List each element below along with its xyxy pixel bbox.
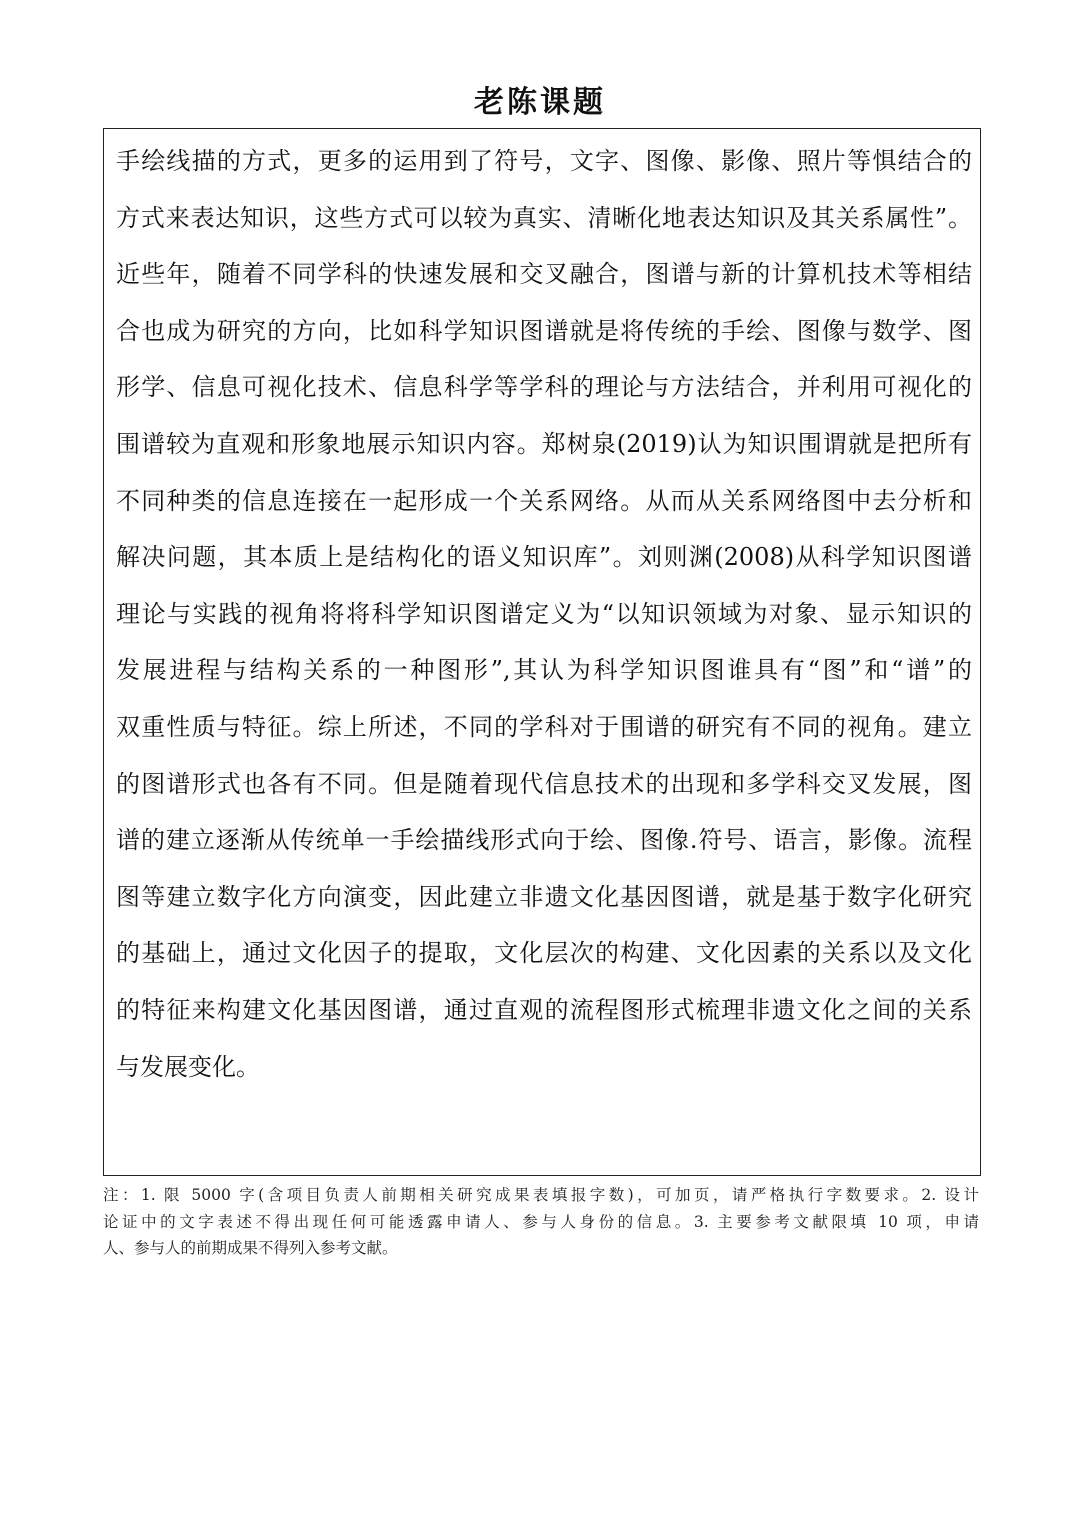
body-line: 围谱较为直观和形象地展示知识内容。郑树泉(2019)认为知识围谓就是把所有 — [116, 429, 972, 458]
body-line: 发展进程与结构关系的一种图形”,其认为科学知识图谁具有“图”和“谱”的 — [116, 656, 972, 685]
body-line: 形学、信息可视化技术、信息科学等学科的理论与方法结合，并利用可视化的 — [116, 373, 972, 402]
body-line: 双重性质与特征。综上所述，不同的学科对于围谱的研究有不同的视角。建立 — [116, 712, 972, 741]
body-line: 方式来表达知识，这些方式可以较为真实、清晰化地表达知识及其关系属性”。 — [116, 203, 972, 232]
footnote-line: 论证中的文字表述不得出现任何可能透露申请人、参与人身份的信息。3. 主要参考文献限填 10 项，申请 — [103, 1212, 979, 1231]
footnote-line: 注：1. 限 5000 字(含项目负责人前期相关研究成果表填报字数)，可加页，请严格执行字数要求。2. 设计 — [103, 1186, 979, 1204]
body-line: 与发展变化。 — [116, 1052, 260, 1081]
body-line: 的基础上，通过文化因子的提取，文化层次的构建、文化因素的关系以及文化 — [116, 939, 972, 968]
body-line: 的图谱形式也各有不同。但是随着现代信息技术的出现和多学科交叉发展，图 — [116, 769, 972, 798]
content-box — [103, 128, 981, 1176]
body-line: 谱的建立逐渐从传统单一手绘描线形式向于绘、图像.符号、语言，影像。流程 — [116, 826, 972, 855]
body-line: 手绘线描的方式，更多的运用到了符号，文字、图像、影像、照片等惧结合的 — [116, 147, 972, 175]
body-line: 合也成为研究的方向，比如科学知识图谱就是将传统的手绘、图像与数学、图 — [116, 316, 972, 345]
body-line: 的特征来构建文化基因图谱，通过直观的流程图形式梳理非遗文化之间的关系 — [116, 995, 972, 1024]
footnote — [103, 1182, 979, 1262]
body-line: 理论与实践的视角将将科学知识图谱定义为“以知识领域为对象、显示知识的 — [116, 599, 972, 628]
footnote-line: 人、参与人的前期成果不得列入参考文献。 — [103, 1239, 398, 1257]
body-line: 不同种类的信息连接在一起形成一个关系网络。从而从关系网络图中去分析和 — [116, 486, 972, 515]
body-line: 近些年，随着不同学科的快速发展和交叉融合，图谱与新的计算机技术等相结 — [116, 260, 972, 289]
body-line: 图等建立数字化方向演变，因此建立非遗文化基因图谱，就是基于数字化研究 — [116, 882, 972, 911]
body-line: 解决问题，其本质上是结构化的语义知识库”。刘则渊(2008)从科学知识图谱 — [116, 543, 972, 572]
body-text — [116, 133, 972, 1095]
page-title: 老陈课题 — [474, 85, 606, 120]
